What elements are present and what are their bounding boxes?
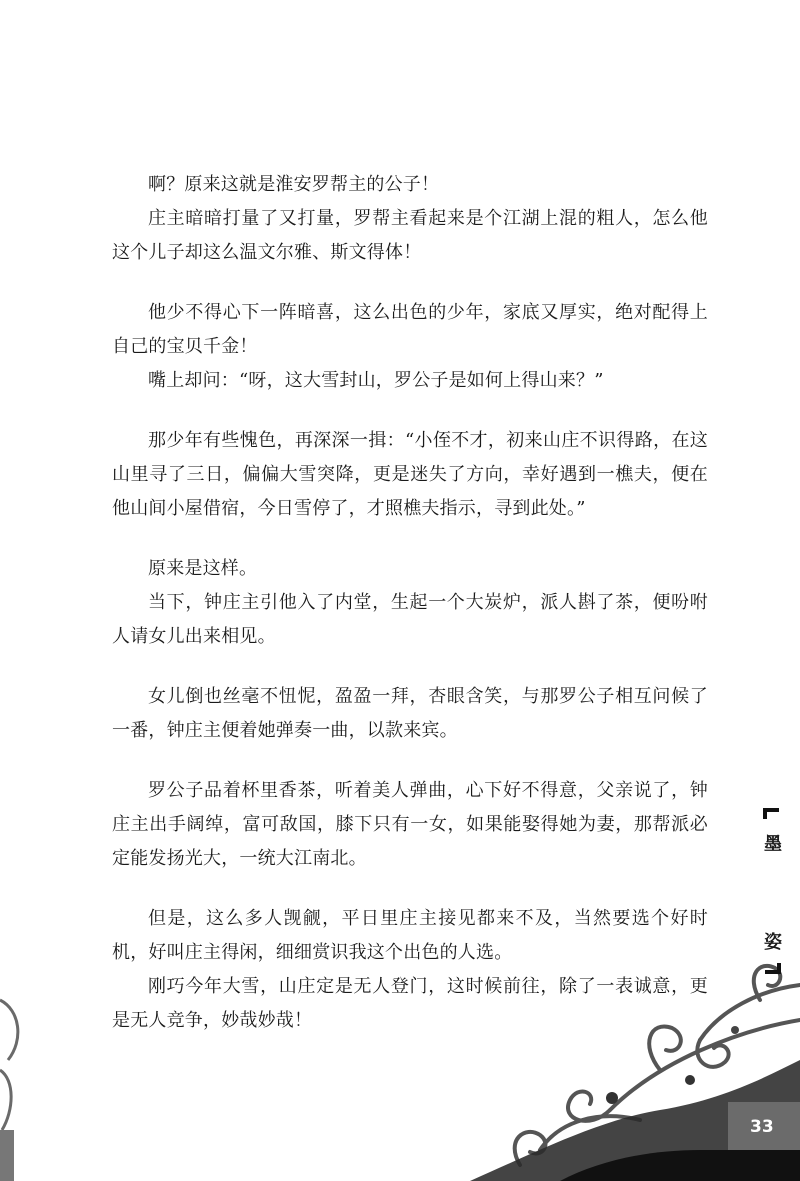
- paragraph: 女儿倒也丝毫不忸怩，盈盈一拜，杏眼含笑，与那罗公子相互问候了一番，钟庄主便着她弹奏一曲，以款来宾。: [112, 686, 708, 741]
- bracket-top-icon: [762, 808, 782, 820]
- paragraph: 刚巧今年大雪，山庄定是无人登门，这时候前往，除了一表诚意，更是无人竞争，妙哉妙哉！: [112, 976, 708, 1031]
- paragraph: 嘴上却问：“呀，这大雪封山，罗公子是如何上得山来？”: [148, 370, 604, 391]
- bracket-bottom-icon: [762, 962, 782, 974]
- paragraph: 原来是这样。: [148, 558, 258, 579]
- paragraph: 当下，钟庄主引他入了内堂，生起一个大炭炉，派人斟了茶，便吩咐人请女儿出来相见。: [112, 592, 708, 647]
- paragraph: 啊？原来这就是淮安罗帮主的公子！: [148, 174, 440, 195]
- body-text: [112, 168, 708, 1038]
- side-title-char: 姿: [764, 932, 782, 953]
- page-number: 33: [750, 1117, 774, 1137]
- paragraph: 罗公子品着杯里香茶，听着美人弹曲，心下好不得意，父亲说了，钟庄主出手阔绰，富可敌国，膝下只有一女，如果能娶得她为妻，那帮派必定能发扬光大，一统大江南北。: [112, 780, 708, 869]
- paragraph: 庄主暗暗打量了又打量，罗帮主看起来是个江湖上混的粗人，怎么他这个儿子却这么温文尔雅、斯文得体！: [112, 208, 708, 263]
- side-title-char: 墨: [764, 834, 782, 855]
- paragraph: 那少年有些愧色，再深深一揖：“小侄不才，初来山庄不识得路，在这山里寻了三日，偏偏大雪突降，更是迷失了方向，幸好遇到一樵夫，便在他山间小屋借宿，今日雪停了，才照樵夫指示，寻到此处。”: [112, 430, 708, 519]
- paragraph: 他少不得心下一阵暗喜，这么出色的少年，家底又厚实，绝对配得上自己的宝贝千金！: [112, 302, 708, 357]
- paragraph: 但是，这么多人觊觎，平日里庄主接见都来不及，当然要选个好时机，好叫庄主得闲，细细赏识我这个出色的人选。: [112, 908, 708, 963]
